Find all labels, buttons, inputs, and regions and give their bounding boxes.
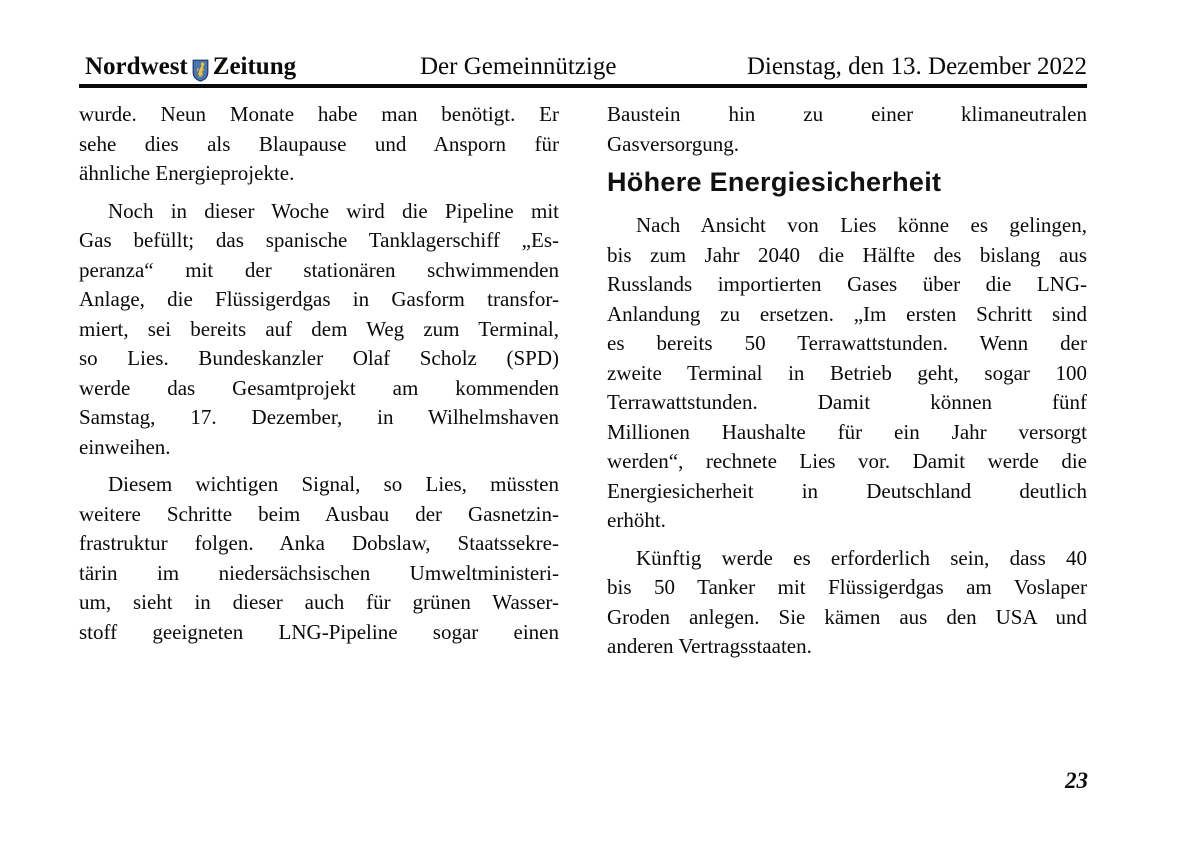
text-line: erhöht. xyxy=(607,508,666,532)
masthead xyxy=(79,52,1087,88)
paragraph xyxy=(79,100,559,189)
text-line: frastruktur folgen. Anka Dobslaw, Staatssekre- xyxy=(79,531,559,555)
brand-name-left: Nordwest xyxy=(85,53,188,80)
text-line: Gas befüllt; das spanische Tanklagerschiff „Es- xyxy=(79,228,559,252)
text-line: Groden anlegen. Sie kämen aus den USA und xyxy=(607,604,1087,629)
paragraph xyxy=(79,470,559,647)
newspaper-title xyxy=(85,54,296,79)
text-line: Diesem wichtigen Signal, so Lies, müssten xyxy=(108,472,559,496)
text-line: peranza“ mit der stationären schwimmenden xyxy=(79,257,559,282)
text-line: ähnliche Energieprojekte. xyxy=(79,161,295,185)
section-heading: Höhere Energiesicherheit xyxy=(607,167,942,197)
paragraph xyxy=(607,544,1087,662)
text-line: Gasversorgung. xyxy=(607,131,740,156)
text-line: anderen Vertragsstaaten. xyxy=(607,634,812,658)
text-line: bis 50 Tanker mit Flüssigerdgas am Voslaper xyxy=(607,575,1087,599)
text-line: Nach Ansicht von Lies könne es gelingen, xyxy=(636,213,1087,237)
text-line: Energiesicherheit in Deutschland deutlich xyxy=(607,478,1087,503)
masthead-motto: Der Gemeinnützige xyxy=(420,53,617,80)
text-line: Millionen Haushalte für ein Jahr versorgt xyxy=(607,419,1087,444)
oldenburg-crest-icon xyxy=(192,59,209,82)
brand-name-right: Zeitung xyxy=(212,53,297,80)
text-line: einweihen. xyxy=(79,434,171,459)
text-line: zweite Terminal in Betrieb geht, sogar 100 xyxy=(607,360,1087,385)
text-line: so Lies. Bundeskanzler Olaf Scholz (SPD) xyxy=(79,346,559,370)
text-line: werde das Gesamtprojekt am kommenden xyxy=(79,375,559,400)
text-line: Russlands importierten Gases über die LNG- xyxy=(607,272,1087,296)
text-line: Noch in dieser Woche wird die Pipeline mit xyxy=(108,198,559,223)
text-line: weitere Schritte beim Ausbau der Gasnetzin- xyxy=(79,501,559,526)
text-line: Baustein hin zu einer klimaneutralen xyxy=(607,102,1087,126)
text-line: tärin im niedersächsischen Umweltministeri- xyxy=(79,560,559,585)
text-line: stoff geeigneten LNG-Pipeline sogar einen xyxy=(79,619,559,644)
text-line: es bereits 50 Terrawattstunden. Wenn der xyxy=(607,331,1087,355)
text-line: Samstag, 17. Dezember, in Wilhelmshaven xyxy=(79,405,559,429)
paragraph xyxy=(607,100,1087,159)
text-line: sehe dies als Blaupause und Ansporn für xyxy=(79,131,559,156)
text-line: bis zum Jahr 2040 die Hälfte des bislang aus xyxy=(607,242,1087,267)
paragraph xyxy=(79,197,559,463)
column-right xyxy=(607,100,1087,670)
text-line: Anlage, die Flüssigerdgas in Gasform transfor- xyxy=(79,287,559,311)
text-line: wurde. Neun Monate habe man benötigt. Er xyxy=(79,102,559,126)
paragraph xyxy=(607,211,1087,536)
text-line: Anlandung zu ersetzen. „Im ersten Schritt sind xyxy=(607,301,1087,326)
text-line: Terrawattstunden. Damit können fünf xyxy=(607,390,1087,414)
text-line: miert, sei bereits auf dem Weg zum Terminal, xyxy=(79,316,559,341)
text-line: werden“, rechnete Lies vor. Damit werde die xyxy=(607,449,1087,473)
column-left xyxy=(79,100,559,670)
text-line: Künftig werde es erforderlich sein, dass 40 xyxy=(636,545,1087,570)
page-number: 23 xyxy=(1065,768,1088,793)
article-body xyxy=(79,100,1087,670)
text-line: um, sieht in dieser auch für grünen Wasser- xyxy=(79,590,559,614)
masthead-date: Dienstag, den 13. Dezember 2022 xyxy=(746,53,1087,80)
